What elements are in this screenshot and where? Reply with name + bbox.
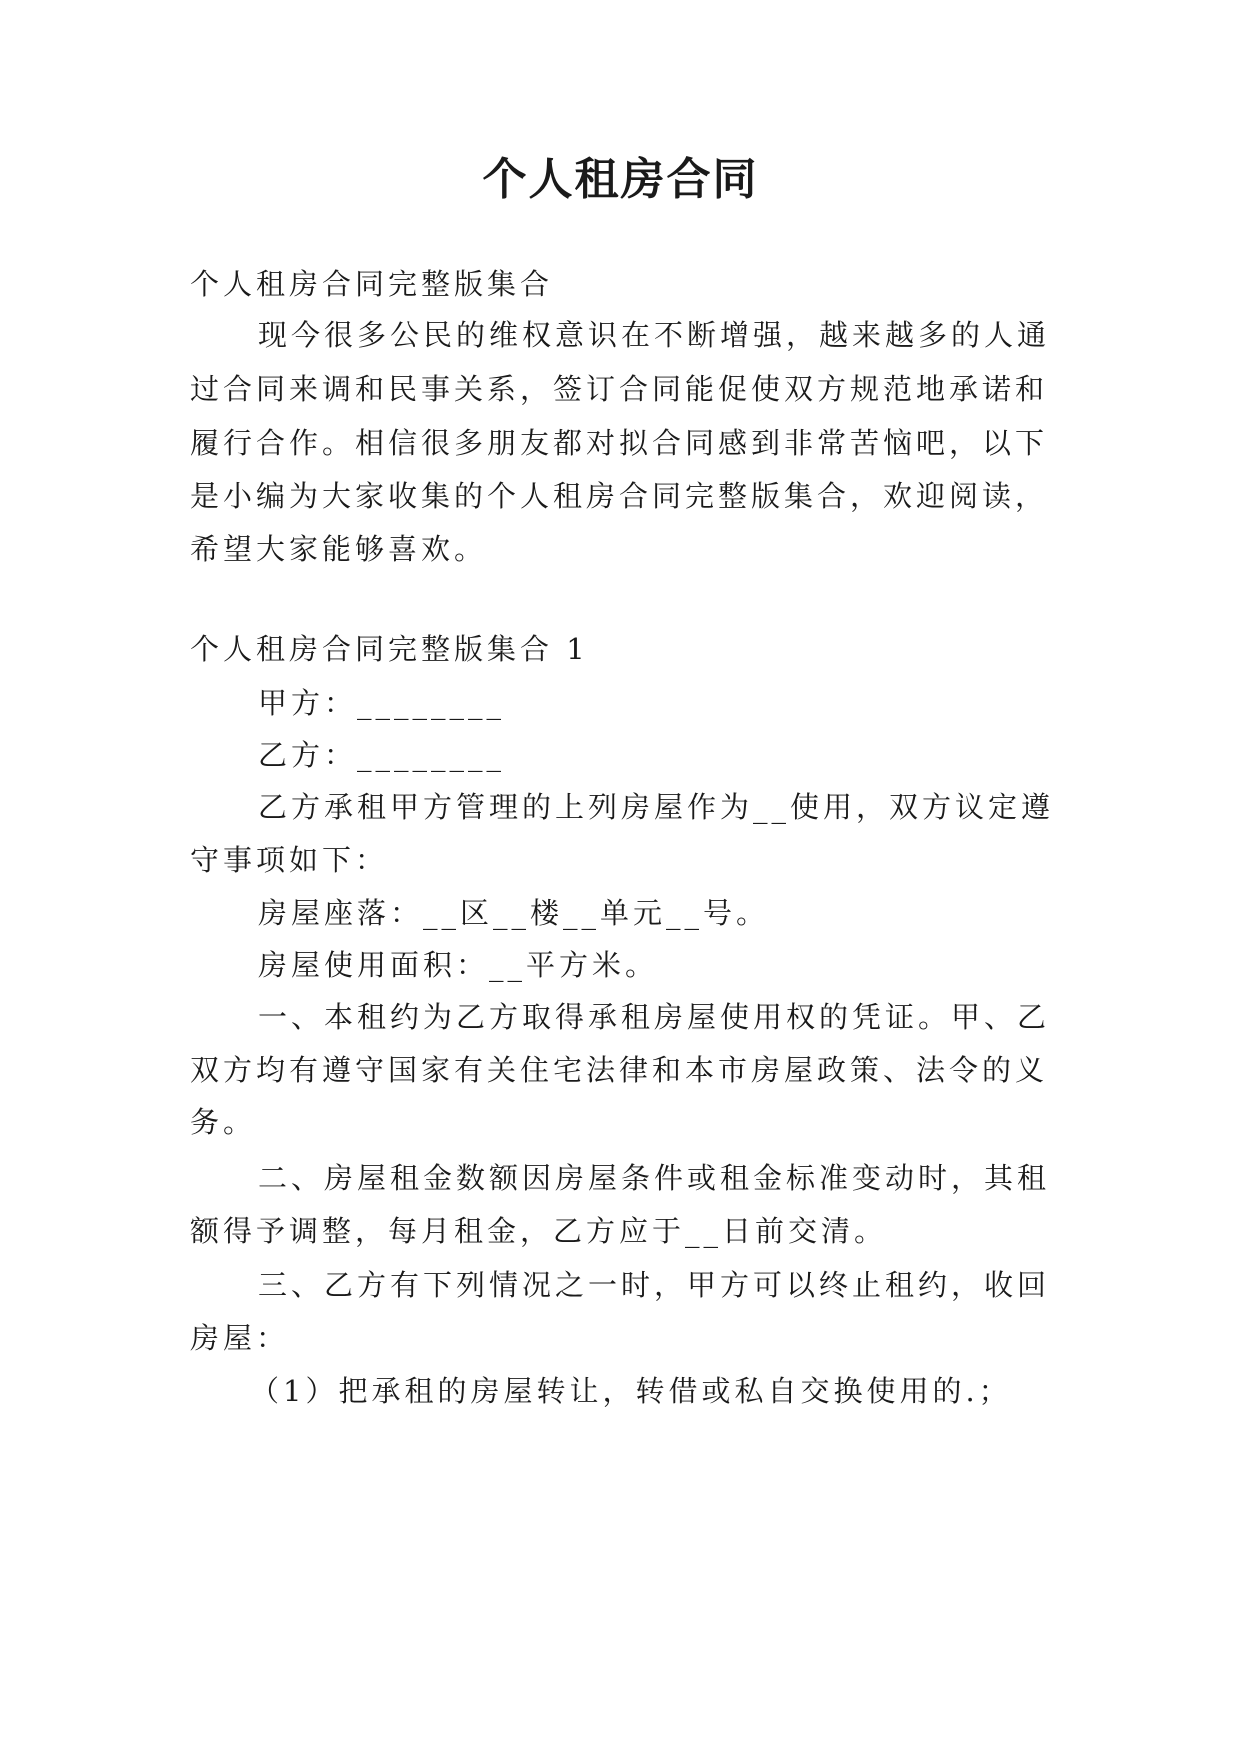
clause-line-8: 二、房屋租金数额因房屋条件或租金标准变动时，其租 xyxy=(258,1161,1051,1195)
intro-line-3: 履行合作。相信很多朋友都对拟合同感到非常苦恼吧，以下 xyxy=(190,426,1049,460)
clause-line-3: 房屋座落：__区__楼__单元__号。 xyxy=(258,896,770,930)
intro-line-5: 希望大家能够喜欢。 xyxy=(190,532,488,566)
clause-line-1: 乙方承租甲方管理的上列房屋作为__使用，双方议定遵 xyxy=(258,790,1055,824)
clause-line-5: 一、本租约为乙方取得承租房屋使用权的凭证。甲、乙 xyxy=(258,1000,1051,1034)
clause-line-10: 三、乙方有下列情况之一时，甲方可以终止租约，收回 xyxy=(258,1268,1051,1302)
party-b-line: 乙方：________ xyxy=(258,738,506,772)
clause-line-12: （1）把承租的房屋转让，转借或私自交换使用的.； xyxy=(250,1374,1012,1408)
document-subtitle: 个人租房合同完整版集合 xyxy=(190,267,554,301)
intro-line-1: 现今很多公民的维权意识在不断增强，越来越多的人通 xyxy=(258,318,1051,352)
document-title: 个人租房合同 xyxy=(482,154,759,205)
intro-line-2: 过合同来调和民事关系，签订合同能促使双方规范地承诺和 xyxy=(190,372,1049,406)
clause-line-7: 务。 xyxy=(190,1105,257,1139)
intro-line-4: 是小编为大家收集的个人租房合同完整版集合，欢迎阅读， xyxy=(190,479,1049,513)
clause-line-4: 房屋使用面积：__平方米。 xyxy=(258,948,659,982)
party-a-line: 甲方：________ xyxy=(258,686,506,720)
section-heading: 个人租房合同完整版集合 1 xyxy=(190,632,589,666)
clause-line-11: 房屋： xyxy=(190,1321,290,1355)
clause-line-6: 双方均有遵守国家有关住宅法律和本市房屋政策、法令的义 xyxy=(190,1053,1049,1087)
clause-line-9: 额得予调整，每月租金，乙方应于__日前交清。 xyxy=(190,1214,888,1248)
clause-line-2: 守事项如下： xyxy=(190,843,389,877)
